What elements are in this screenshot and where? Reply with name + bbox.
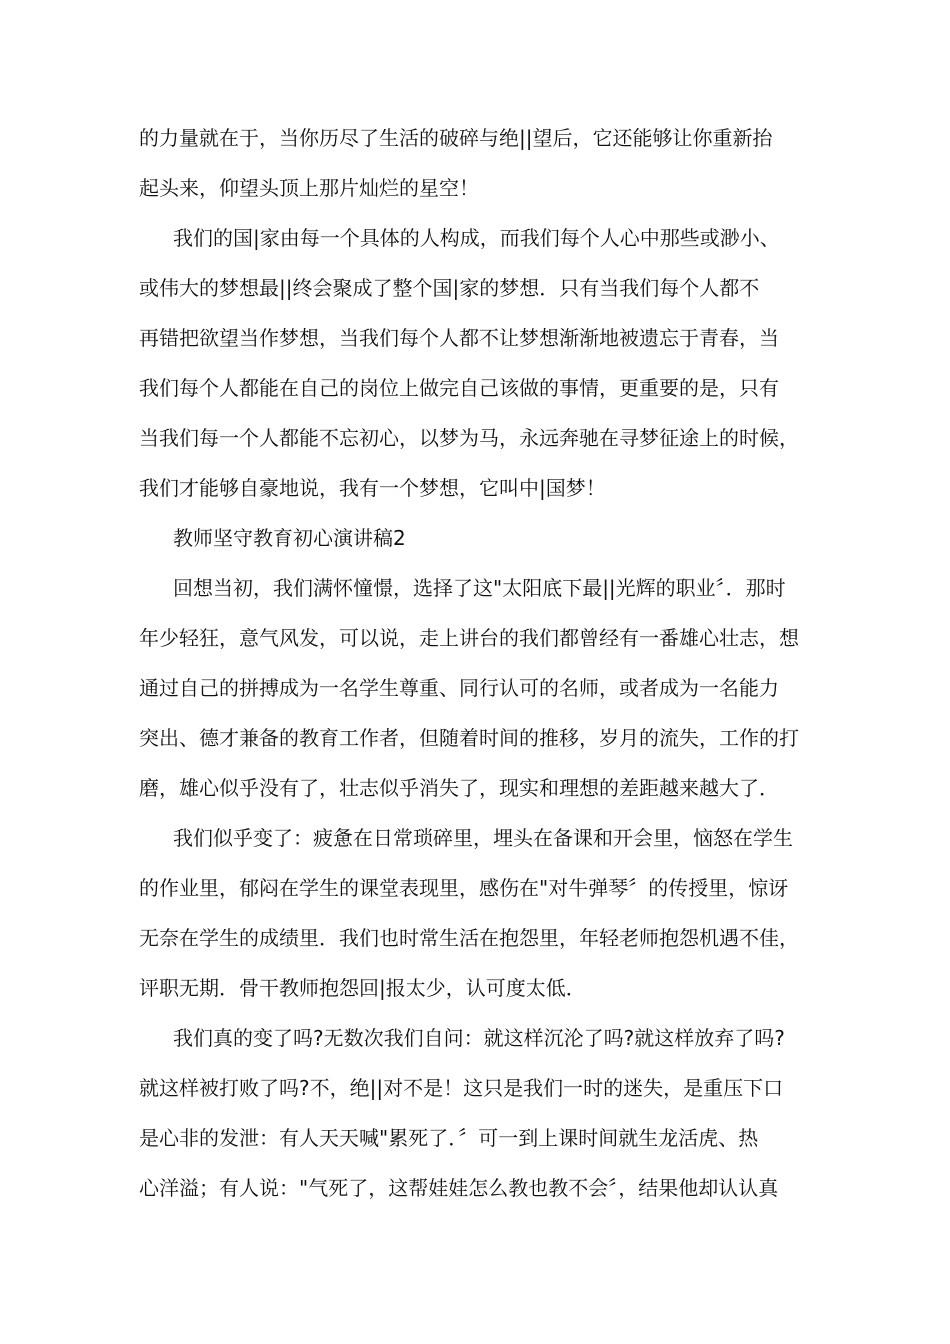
text-line: 磨，雄心似乎没有了，壮志似乎消失了，现实和理想的差距越来越大了．: [139, 776, 779, 800]
text-line: 再错把欲望当作梦想，当我们每个人都不让梦想渐渐地被遗忘于青春，当: [139, 326, 779, 350]
text-line: 就这样被打败了吗?不，绝||对不是！这只是我们一时的迷失，是重压下口: [139, 1076, 784, 1100]
paragraph-start-line: 回想当初，我们满怀憧憬，选择了这"太阳底下最||光辉的职业〞．那时: [173, 576, 786, 600]
text-line: 当我们每一个人都能不忘初心，以梦为马，永远奔驰在寻梦征途上的时候，: [139, 426, 799, 450]
text-line: 突出、德才兼备的教育工作者，但随着时间的推移，岁月的流失，工作的打: [139, 726, 799, 750]
text-line: 我们才能够自豪地说，我有一个梦想，它叫中|国梦！: [139, 476, 606, 500]
text-line: 评职无期．骨干教师抱怨回|报太少，认可度太低．: [139, 976, 586, 1000]
text-line: 的作业里，郁闷在学生的课堂表现里，感伤在"对牛弹琴〞的传授里，惊讶: [139, 876, 789, 900]
text-line: 的力量就在于，当你历尽了生活的破碎与绝||望后，它还能够让你重新抬: [139, 126, 773, 150]
document-body: [139, 113, 829, 1213]
text-line: 心洋溢；有人说："气死了，这帮娃娃怎么教也教不会〞，结果他却认认真: [139, 1176, 779, 1200]
text-line: 是心非的发泄：有人天天喊"累死了．〞可一到上课时间就生龙活虎、热: [139, 1126, 759, 1150]
text-line: 通过自己的拼搏成为一名学生尊重、同行认可的名师，或者成为一名能力: [139, 676, 779, 700]
text-line: 我们每个人都能在自己的岗位上做完自己该做的事情，更重要的是，只有: [139, 376, 779, 400]
paragraph-start-line: 我们真的变了吗?无数次我们自问：就这样沉沦了吗?就这样放弃了吗?: [173, 1026, 785, 1050]
text-line: 年少轻狂，意气风发，可以说，走上讲台的我们都曾经有一番雄心壮志，想: [139, 626, 799, 650]
paragraph-start-line: 我们似乎变了：疲惫在日常琐碎里，埋头在备课和开会里，恼怒在学生: [173, 826, 793, 850]
text-line: 无奈在学生的成绩里．我们也时常生活在抱怨里，年轻老师抱怨机遇不佳，: [139, 926, 799, 950]
paragraph-start-line: 我们的国|家由每一个具体的人构成，而我们每个人心中那些或渺小、: [173, 226, 780, 250]
text-line: 或伟大的梦想最||终会聚成了整个国|家的梦想．只有当我们每个人都不: [139, 276, 760, 300]
section-heading: 教师坚守教育初心演讲稿2: [173, 526, 406, 550]
text-line: 起头来，仰望头顶上那片灿烂的星空！: [139, 176, 479, 200]
